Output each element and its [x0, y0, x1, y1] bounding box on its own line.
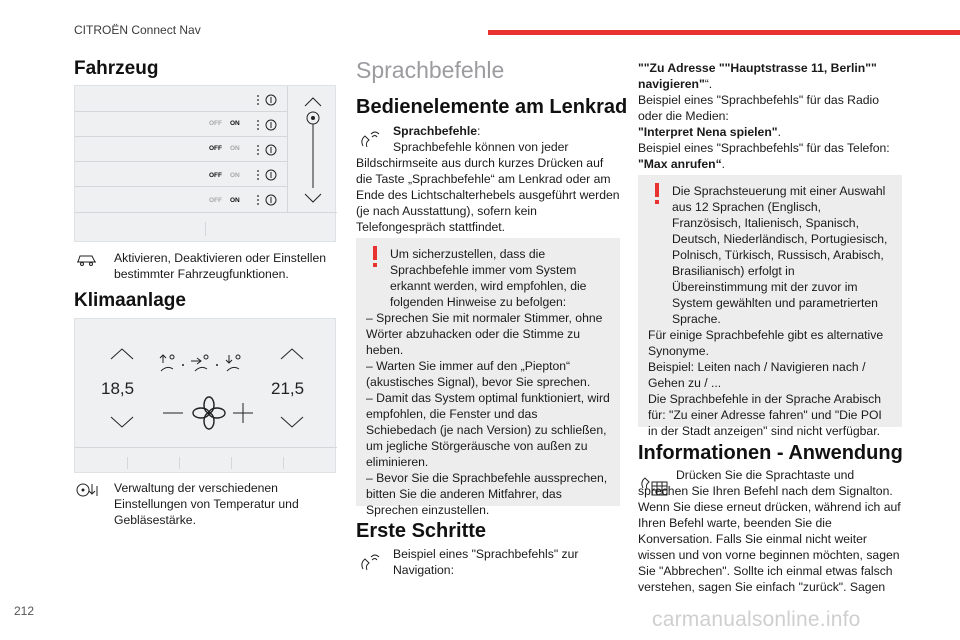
- toggle-4[interactable]: OFF ON: [209, 197, 240, 204]
- header-accent-bar: [488, 30, 960, 35]
- language-note-text: Die Sprachsteuerung mit einer Auswahl aus 12 Sprachen (Englisch, Französisch, Italienisch, Spanisch, Deutsch, Niederländisch, Portugiesisch, Polnisch, Türkisch, Russisch, Arabisch, Brasilianisch) erfolgt in Übereinstimmung mit der zuvor im System gewählten und parametrierten Sprache.: [672, 184, 888, 326]
- fahrzeug-caption-row: [74, 250, 336, 282]
- language-note-text: Beispiel: Leiten nach / Navigieren nach / Gehen zu / ...: [648, 360, 866, 390]
- toggle-1[interactable]: OFF ON: [209, 120, 240, 127]
- erste-schritte-heading: Erste Schritte: [356, 520, 487, 542]
- warning-intro: Um sicherzustellen, dass die Sprachbefehle immer vom System erkannt werden, wird empfohlen, die folgenden Hinweise zu befolgen:: [390, 247, 587, 309]
- voice-command-icon: [357, 126, 383, 152]
- exclamation-icon: [652, 183, 662, 205]
- klima-caption-row: [74, 480, 336, 528]
- fahrzeug-caption: Aktivieren, Deaktivieren oder Einstellen bestimmter Fahrzeugfunktionen.: [114, 251, 327, 281]
- temp-right-down-icon[interactable]: [279, 415, 305, 429]
- bedien-label-line: Sprachbefehle: Sprachbefehle können von jeder: [393, 124, 569, 154]
- toggle-3[interactable]: OFF ON: [209, 172, 240, 179]
- toggle-2[interactable]: OFF ON: [209, 145, 240, 152]
- temp-left-down-icon[interactable]: [109, 415, 135, 429]
- row-3-icons[interactable]: [255, 143, 279, 157]
- language-note-box: [638, 175, 902, 438]
- bedien-text: Bildschirmseite aus durch kurzes Drücken auf die Taste „Sprachbefehle“ am Lenkrad oder am Ende des Lichtschalterhebels ausgeführt werden (je nach Ausstattung), sofern kein Telefongespräch stattfindet.: [356, 156, 620, 234]
- row-5-icons[interactable]: [255, 193, 279, 207]
- watermark: carmanualsonline.info: [652, 608, 861, 631]
- vehicle-settings-panel: [74, 85, 336, 242]
- informationen-heading: Informationen - Anwendung: [638, 442, 903, 464]
- exclamation-icon: [370, 246, 380, 268]
- bedienelemente-heading: Bedienelemente am Lenkrad: [356, 96, 628, 118]
- row-2-icons[interactable]: [255, 118, 279, 132]
- warning-item: – Damit das System optimal funktioniert, wird empfohlen, die Fenster und das Schiebedach (je nach Version) zu schließen, um jegliche Störgeräusche von außen zu eliminieren.: [366, 391, 610, 469]
- sprachbefehle-title: Sprachbefehle: [356, 57, 505, 83]
- temp-right-value: 21,5: [271, 379, 305, 398]
- erste-schritte-text: Beispiel eines "Sprachbefehls" zur Navigation:: [393, 547, 579, 577]
- language-note-text: Die Sprachbefehle in der Sprache Arabisch für: "Zu einer Adresse fahren" und "Die POI in der Stadt anzeigen" sind nicht verfügbar.: [648, 392, 882, 438]
- fan-control[interactable]: [161, 395, 257, 431]
- header-title: CITROËN Connect Nav: [74, 23, 201, 37]
- language-note-text: Für einige Sprachbefehle gibt es alternative Synonyme.: [648, 328, 884, 358]
- voice-command-icon: [357, 549, 383, 575]
- temp-left-value: 18,5: [101, 379, 135, 398]
- fahrzeug-heading: Fahrzeug: [74, 58, 159, 79]
- car-icon: [74, 250, 104, 268]
- climate-fan-icon: [74, 480, 104, 500]
- row-4-icons[interactable]: [255, 168, 279, 182]
- klimaanlage-heading: Klimaanlage: [74, 290, 186, 311]
- warning-item: – Warten Sie immer auf den „Piepton“ (akustisches Signal), bevor Sie sprechen.: [366, 359, 591, 389]
- row-1-icons[interactable]: [255, 93, 279, 107]
- warning-item: – Sprechen Sie mit normaler Stimmer, ohne Wörter abzuhacken oder die Stimme zu heben.: [366, 311, 603, 357]
- klima-caption: Verwaltung der verschiedenen Einstellungen von Temperatur und Gebläsestärke.: [114, 481, 299, 527]
- temp-left-up-icon[interactable]: [109, 347, 135, 361]
- air-distribution-icons[interactable]: [157, 351, 257, 375]
- temp-right-up-icon[interactable]: [279, 347, 305, 361]
- scroll-control[interactable]: [300, 94, 326, 206]
- climate-panel: [74, 318, 336, 473]
- voice-examples: ""Zu Adresse ""Hauptstrasse 11, Berlin"" navigieren"“. Beispiel eines "Sprachbefehls" für das Radio oder die Medien: "Interpret Nena spielen". Beispiel eines "Sprachbefehls" für das Telefon: "Max anrufen“.: [638, 61, 890, 171]
- informationen-text: Drücken Sie die Sprachtaste und sprechen Sie Ihren Befehl nach dem Signalton. Wenn Sie diese erneut drücken, während ich auf Ihren Befehl warte, beenden Sie die Konversation. Falls Sie einmal nicht weiter wissen und von vorne beginnen möchten, sagen Sie "Abbrechen". Sollte ich einmal etwas falsch verstehen, sagen Sie einfach "zurück". Sagen: [638, 468, 901, 594]
- warning-item: – Bevor Sie die Sprachbefehle aussprechen, bitten Sie die anderen Mitfahrer, das Sprechen einzustellen.: [366, 471, 608, 517]
- warning-note-box: [356, 238, 620, 517]
- page-number: 212: [14, 604, 35, 618]
